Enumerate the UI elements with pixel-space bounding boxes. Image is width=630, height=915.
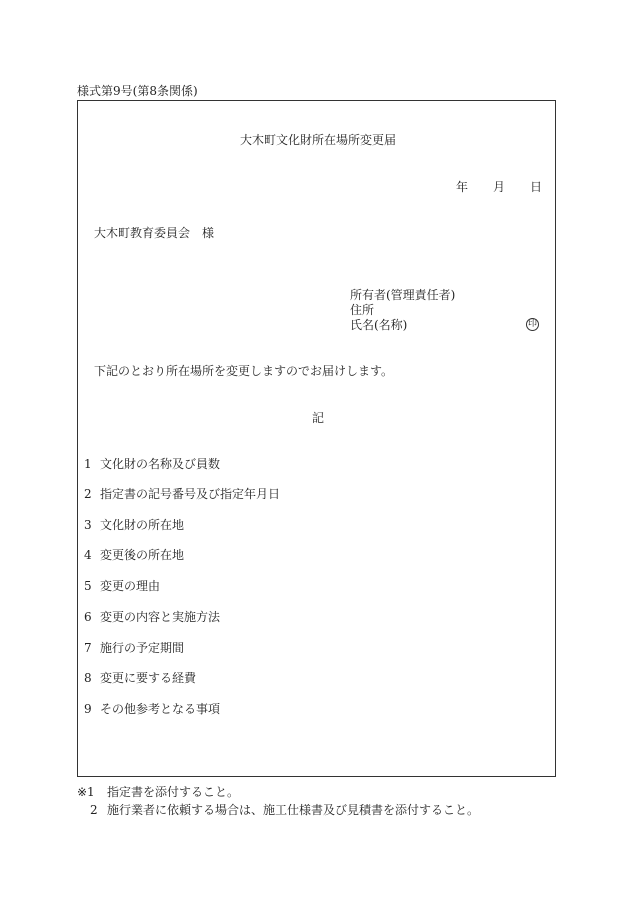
item-number: 1: [84, 457, 92, 471]
form-number-label: 様式第9号(第8条関係): [77, 84, 198, 98]
note-text: 施行業者に依頼する場合は、施工仕様書及び見積書を添付すること。: [107, 803, 480, 817]
item-number: 5: [84, 579, 92, 593]
note-text: 指定書を添付すること。: [107, 785, 240, 799]
name-label: 氏名(名称): [350, 318, 408, 332]
intro-text: 下記のとおり所在場所を変更しますのでお届けします。: [94, 364, 394, 378]
item-text: 施行の予定期間: [100, 641, 185, 655]
note-mark: ※1: [77, 785, 95, 799]
item-text: 変更の内容と実施方法: [100, 610, 221, 624]
item-text: 指定書の記号番号及び指定年月日: [100, 487, 281, 501]
item-text: 変更後の所在地: [100, 548, 185, 562]
item-text: 文化財の名称及び員数: [100, 457, 221, 471]
owner-label: 所有者(管理責任者): [350, 288, 456, 302]
item-text: 変更の理由: [100, 579, 161, 593]
item-number: 3: [84, 518, 92, 532]
item-text: 文化財の所在地: [100, 518, 185, 532]
item-number: 2: [84, 487, 92, 501]
ki-heading: 記: [312, 411, 325, 425]
date-month-label: 月: [493, 180, 506, 194]
item-text: その他参考となる事項: [100, 702, 221, 716]
item-number: 7: [84, 641, 92, 655]
date-year-label: 年: [456, 180, 469, 194]
item-number: 6: [84, 610, 92, 624]
form-title: 大木町文化財所在場所変更届: [240, 133, 397, 147]
address-label: 住所: [350, 303, 375, 317]
addressee: 大木町教育委員会 様: [94, 226, 215, 240]
item-number: 8: [84, 671, 92, 685]
note-mark: 2: [90, 803, 98, 817]
date-day-label: 日: [530, 180, 543, 194]
item-number: 9: [84, 702, 92, 716]
seal-mark: 印: [527, 319, 537, 329]
item-text: 変更に要する経費: [100, 671, 197, 685]
item-number: 4: [84, 548, 92, 562]
